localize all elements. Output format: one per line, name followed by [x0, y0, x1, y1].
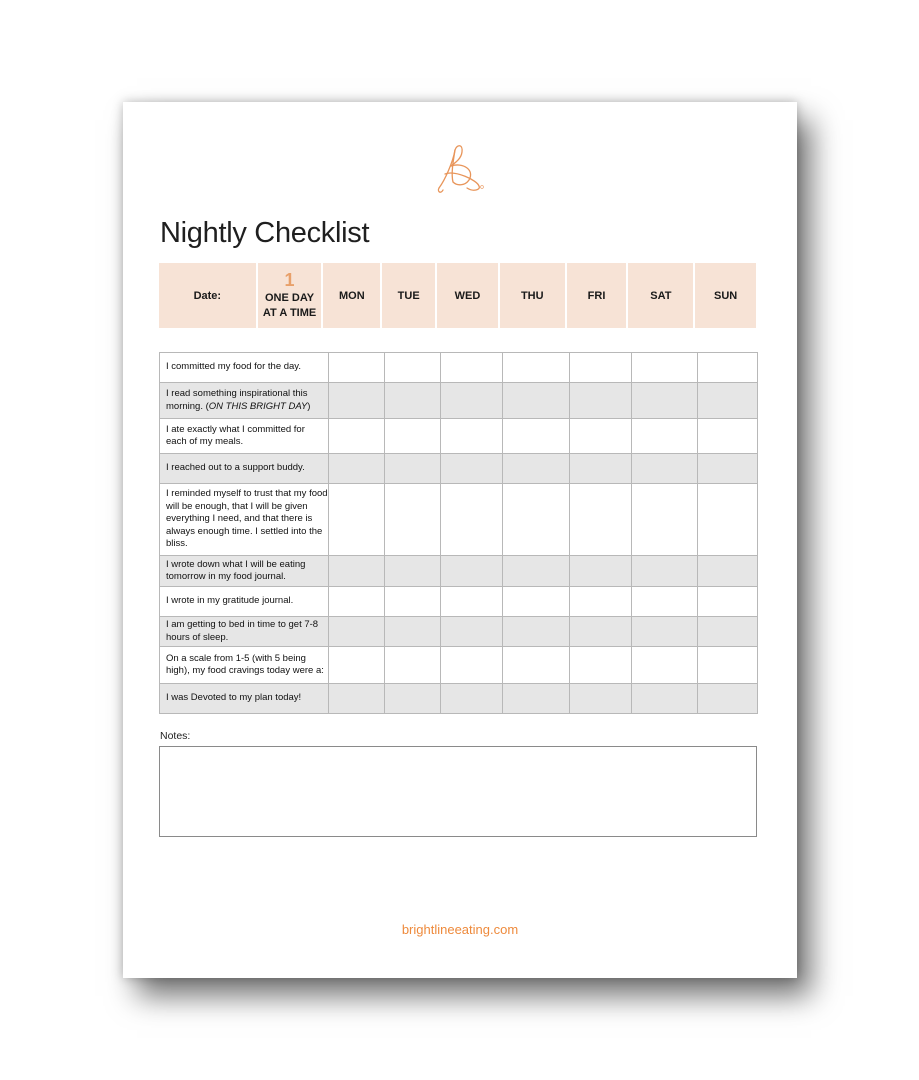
check-cell-thu[interactable]: [503, 484, 570, 556]
day-number: 1: [284, 270, 295, 290]
table-row: [160, 353, 758, 383]
day-header-tue: TUE: [382, 263, 435, 328]
day-header-thu: THU: [500, 263, 565, 328]
check-cell-sat[interactable]: [632, 684, 698, 714]
table-row: [160, 587, 758, 617]
checklist-item-text-end: ): [307, 400, 311, 412]
checklist-item-text: I committed my food for the day.: [166, 361, 301, 373]
check-cell-tue[interactable]: [385, 647, 441, 684]
check-cell-sun[interactable]: [698, 617, 758, 647]
check-cell-sat[interactable]: [632, 647, 698, 684]
check-cell-mon[interactable]: [329, 556, 385, 587]
table-row: [160, 454, 758, 484]
check-cell-sun[interactable]: [698, 484, 758, 556]
check-cell-thu[interactable]: [503, 684, 570, 714]
check-cell-fri[interactable]: [570, 454, 632, 484]
day-label-line1: ONE DAY: [265, 292, 315, 304]
date-label: Date:: [159, 263, 256, 328]
check-cell-sun[interactable]: [698, 684, 758, 714]
checklist-item-text: I was Devoted to my plan today!: [166, 692, 302, 704]
checklist-item-label: [160, 383, 329, 419]
checklist-item-label: [160, 684, 329, 714]
check-cell-tue[interactable]: [385, 353, 441, 383]
check-cell-tue[interactable]: [385, 383, 441, 419]
checklist-item-label: [160, 617, 329, 647]
checklist-item-label: [160, 454, 329, 484]
check-cell-tue[interactable]: [385, 454, 441, 484]
notes-field[interactable]: [159, 746, 757, 837]
check-cell-wed[interactable]: [441, 353, 503, 383]
website-footer[interactable]: brightlineeating.com: [401, 922, 519, 937]
check-cell-fri[interactable]: [570, 587, 632, 617]
check-cell-tue[interactable]: [385, 556, 441, 587]
checklist-item-text: I reached out to a support buddy.: [166, 462, 305, 474]
checklist-item-text: I ate exactly what I committed for each of my meals.: [166, 423, 305, 447]
check-cell-tue[interactable]: [385, 587, 441, 617]
check-cell-fri[interactable]: [570, 353, 632, 383]
table-row: [160, 556, 758, 587]
check-cell-sun[interactable]: [698, 647, 758, 684]
checklist-item-label: [160, 484, 329, 556]
check-cell-wed[interactable]: [441, 556, 503, 587]
checklist-item-text: On a scale from 1-5 (with 5 being high), my food cravings today were a:: [166, 652, 324, 676]
check-cell-fri[interactable]: [570, 419, 632, 454]
check-cell-mon[interactable]: [329, 684, 385, 714]
check-cell-tue[interactable]: [385, 419, 441, 454]
check-cell-fri[interactable]: [570, 684, 632, 714]
checklist-item-label: [160, 419, 329, 454]
check-cell-mon[interactable]: [329, 419, 385, 454]
check-cell-tue[interactable]: [385, 484, 441, 556]
check-cell-sat[interactable]: [632, 556, 698, 587]
day-header-wed: WED: [437, 263, 498, 328]
check-cell-thu[interactable]: [503, 587, 570, 617]
checklist-item-text: I am getting to bed in time to get 7-8 hours of sleep.: [166, 619, 319, 643]
checklist-item-text: I reminded myself to trust that my food will be enough, that I will be given everything I need, and that there is always enough time. I settled into the bliss.: [166, 488, 328, 550]
page-title: Nightly Checklist: [160, 217, 370, 249]
check-cell-sun[interactable]: [698, 556, 758, 587]
check-cell-sun[interactable]: [698, 353, 758, 383]
notes-label: Notes:: [160, 730, 191, 742]
table-row: [160, 419, 758, 454]
checklist-item-label: [160, 647, 329, 684]
one-day-at-a-time-cell: [258, 263, 322, 328]
check-cell-sat[interactable]: [632, 383, 698, 419]
check-cell-fri[interactable]: [570, 617, 632, 647]
check-cell-wed[interactable]: [441, 587, 503, 617]
check-cell-mon[interactable]: [329, 454, 385, 484]
check-cell-thu[interactable]: [503, 454, 570, 484]
check-cell-mon[interactable]: [329, 587, 385, 617]
check-cell-thu[interactable]: [503, 556, 570, 587]
check-cell-wed[interactable]: [441, 617, 503, 647]
check-cell-sat[interactable]: [632, 419, 698, 454]
check-cell-tue[interactable]: [385, 684, 441, 714]
check-cell-sun[interactable]: [698, 419, 758, 454]
check-cell-mon[interactable]: [329, 484, 385, 556]
check-cell-sun[interactable]: [698, 383, 758, 419]
table-row: [160, 684, 758, 714]
check-cell-wed[interactable]: [441, 383, 503, 419]
check-cell-wed[interactable]: [441, 454, 503, 484]
check-cell-mon[interactable]: [329, 353, 385, 383]
bright-line-eating-logo-icon: [431, 140, 491, 200]
checklist-item-text: I wrote in my gratitude journal.: [166, 595, 294, 607]
check-cell-sun[interactable]: [698, 454, 758, 484]
day-header-fri: FRI: [567, 263, 627, 328]
check-cell-sat[interactable]: [632, 587, 698, 617]
checklist-item-label: [160, 353, 329, 383]
day-header-sat: SAT: [628, 263, 693, 328]
check-cell-thu[interactable]: [503, 617, 570, 647]
table-row: [160, 383, 758, 419]
check-cell-thu[interactable]: [503, 647, 570, 684]
checklist-item-text: I wrote down what I will be eating tomorrow in my food journal.: [166, 558, 306, 582]
check-cell-wed[interactable]: [441, 484, 503, 556]
check-cell-tue[interactable]: [385, 617, 441, 647]
checklist-page: [123, 102, 797, 978]
day-header-sun: SUN: [695, 263, 756, 328]
checklist-item-label: [160, 587, 329, 617]
check-cell-mon[interactable]: [329, 383, 385, 419]
check-cell-sat[interactable]: [632, 617, 698, 647]
checklist-item-text: I read something inspirational this morning. (: [166, 388, 308, 412]
table-row: [160, 484, 758, 556]
check-cell-thu[interactable]: [503, 353, 570, 383]
check-cell-sat[interactable]: [632, 454, 698, 484]
checklist-table: [159, 352, 758, 714]
check-cell-wed[interactable]: [441, 419, 503, 454]
check-cell-fri[interactable]: [570, 484, 632, 556]
check-cell-fri[interactable]: [570, 556, 632, 587]
check-cell-sun[interactable]: [698, 587, 758, 617]
table-row: [160, 617, 758, 647]
check-cell-thu[interactable]: [503, 419, 570, 454]
check-cell-wed[interactable]: [441, 647, 503, 684]
day-label-line2: AT A TIME: [262, 307, 317, 319]
table-row: [160, 647, 758, 684]
check-cell-thu[interactable]: [503, 383, 570, 419]
check-cell-fri[interactable]: [570, 647, 632, 684]
checklist-header: [159, 263, 756, 328]
check-cell-sat[interactable]: [632, 484, 698, 556]
check-cell-mon[interactable]: [329, 617, 385, 647]
check-cell-mon[interactable]: [329, 647, 385, 684]
day-header-mon: MON: [323, 263, 380, 328]
check-cell-fri[interactable]: [570, 383, 632, 419]
checklist-item-italic-text: ON THIS BRIGHT DAY: [208, 400, 308, 412]
check-cell-wed[interactable]: [441, 684, 503, 714]
check-cell-sat[interactable]: [632, 353, 698, 383]
checklist-item-label: [160, 556, 329, 587]
